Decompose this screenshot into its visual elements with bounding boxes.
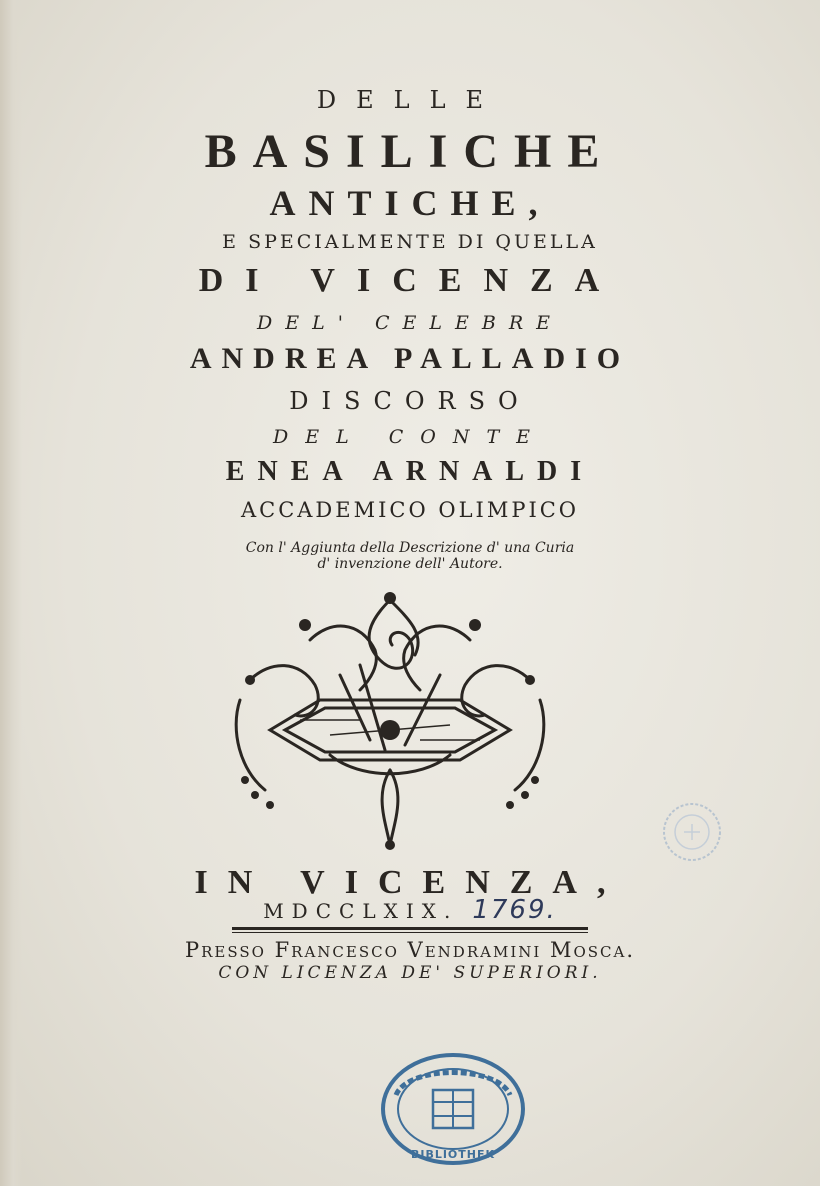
author-arnaldi: ENEA ARNALDI [225,456,595,487]
author-palladio: ANDREA PALLADIO [189,342,631,375]
imprint-printer: Presso Francesco Vendramini Mosca. [184,938,636,962]
title-line-discorso: DISCORSO [289,387,531,415]
imprint-rule [232,927,588,930]
title-line-delle: DELLE [316,86,504,114]
title-line-accademico: ACCADEMICO OLIMPICO [240,498,580,522]
library-stamp-oval-icon [378,1050,528,1168]
imprint-place: IN VICENZA, [194,864,626,901]
title-line-celebre: DEL' CELEBRE [256,312,563,334]
imprint-license: CON LICENZA DE' SUPERIORI. [218,963,602,983]
title-line-antiche: ANTICHE, [269,183,551,223]
title-line-specialmente: E SPECIALMENTE DI QUELLA [222,231,598,253]
stamp-text: BIBLIOTHEK [410,1148,496,1161]
title-line-conte: DEL CONTE [272,426,548,448]
title-line-vicenza: DI VICENZA [198,262,622,299]
subtitle-line-1: Con l' Aggiunta della Descrizione d' una Curia [245,540,575,556]
title-line-basiliche: BASILICHE [204,125,616,178]
library-stamp-small-icon [660,800,724,864]
imprint-year-handwritten: 1769. [472,895,557,925]
printers-ornament-icon [210,580,570,855]
subtitle-line-2: d' invenzione dell' Autore. [317,556,503,572]
imprint-year-row [0,895,820,925]
imprint-year-roman: MDCCLXIX. [263,899,459,923]
imprint-rule-thin [232,932,588,933]
